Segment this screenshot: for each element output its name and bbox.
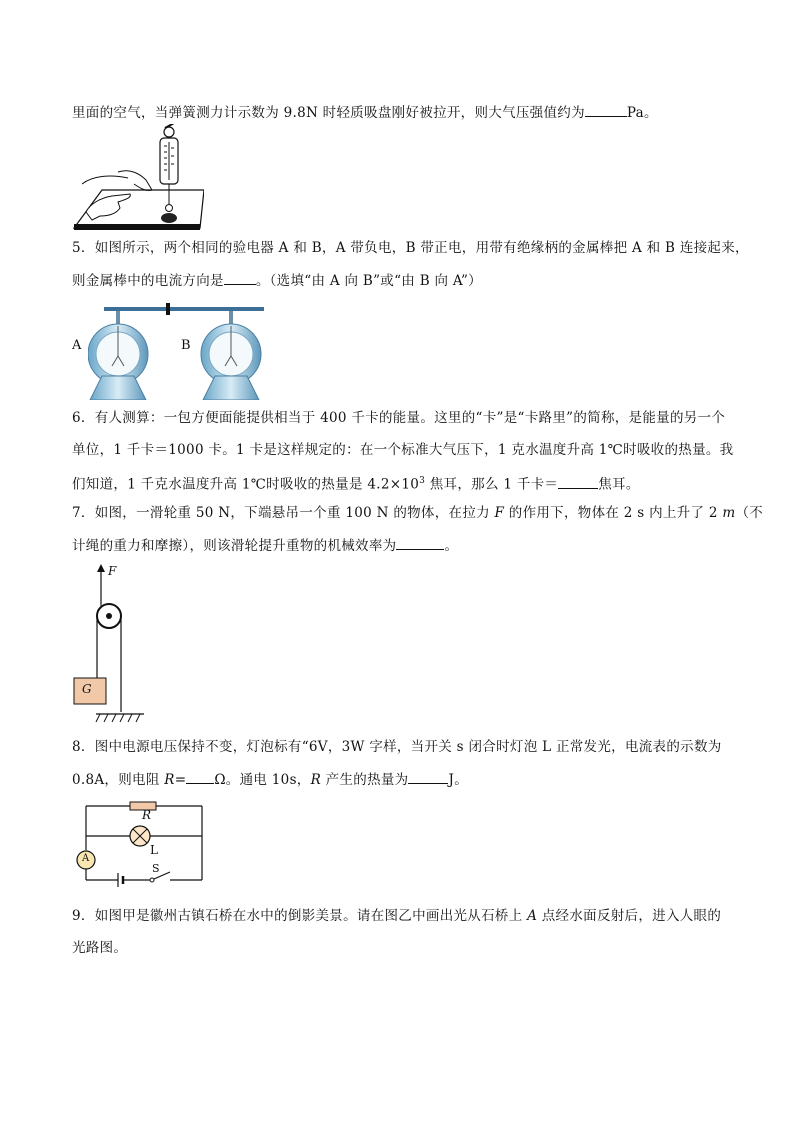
ammeter-label: A <box>82 853 90 864</box>
q6-line1 <box>72 408 725 428</box>
circuit-label-s: S <box>152 862 160 875</box>
q8-heat-blank[interactable] <box>408 769 448 784</box>
q8-line2-text-c: Ω。通电 10s， <box>214 772 311 788</box>
q4-text <box>72 102 658 123</box>
suction-cup-figure <box>72 124 204 234</box>
q5-line1 <box>72 238 749 258</box>
q6-line3-text-c: 焦耳。 <box>598 476 640 493</box>
circuit-label-r: R <box>142 808 152 822</box>
q8-resistor-symbol: R <box>164 772 175 788</box>
q8-line2 <box>72 769 468 790</box>
q6-line3 <box>72 471 640 495</box>
q7-answer-blank[interactable] <box>396 535 444 550</box>
q6-line3-text-a: 们知道，1 千克水温度升高 1℃时吸收的热量是 4.2×10 <box>72 476 420 493</box>
q8-line2-text-d: 产生的热量为 <box>321 772 409 788</box>
q8-line2-text-a: 0.8A，则电阻 <box>72 772 165 788</box>
q7-force-symbol: F <box>494 505 505 521</box>
q6-line3-text-b: 焦耳，那么 1 千卡＝ <box>425 476 559 493</box>
q7-line1-text-c: （不 <box>735 505 764 521</box>
q7-line1-text-b: 的作用下，物体在 2 s 内上升了 2 <box>504 505 723 521</box>
q6-line2-text: 单位，1 千卡＝1000 卡。1 卡是这样规定的：在一个标准大气压下，1 克水温度升高 1℃时吸收的热量。我 <box>72 442 734 458</box>
q4-answer-blank[interactable] <box>585 102 627 117</box>
electroscope-a <box>88 311 148 400</box>
q7-line2-text-a: 计绳的重力和摩擦），则该滑轮提升重物的机械效率为 <box>72 538 397 554</box>
q9-line2 <box>72 938 127 958</box>
q5-line2 <box>72 270 482 291</box>
q8-resistor-symbol-2: R <box>310 772 322 788</box>
q6-line1-text: 6．有人测算：一包方便面能提供相当于 400 千卡的能量。这里的“卡”是“卡路里”的简称，是能量的另一个 <box>72 410 726 426</box>
electroscope-label-b: B <box>181 338 191 353</box>
q6-exponent: 3 <box>419 476 426 486</box>
q9-line2-text: 光路图。 <box>72 940 128 956</box>
q8-line1-text: 8．图中电源电压保持不变，灯泡标有“6V，3W 字样，当开关 s 闭合时灯泡 L 正常发光，电流表的示数为 <box>72 739 722 755</box>
q7-line2-text-b: 。 <box>444 538 459 554</box>
q9-line1 <box>72 906 721 926</box>
q9-line1-text-b: 点经水面反射后，进入人眼的 <box>537 908 722 924</box>
q5-line1-text: 5．如图所示，两个相同的验电器 A 和 B，A 带负电，B 带正电，用带有绝缘柄的金属棒把 A 和 B 连接起来， <box>72 240 749 256</box>
q7-line2 <box>72 535 458 556</box>
q5-answer-blank[interactable] <box>224 270 256 285</box>
q8-line1 <box>72 737 722 757</box>
q6-answer-blank[interactable] <box>558 474 598 489</box>
electroscope-b <box>201 311 261 400</box>
q4-unit: Pa。 <box>626 105 658 121</box>
q7-line1-text-a: 7．如图，一滑轮重 50 N，下端悬吊一个重 100 N 的物体，在拉力 <box>72 505 495 521</box>
q7-unit-m: m <box>722 505 736 521</box>
q5-line2-text-b: 。（选填“由 A 向 B”或“由 B 向 A”） <box>255 273 482 289</box>
pulley-label-g: G <box>82 682 92 696</box>
q8-resistance-blank[interactable] <box>186 769 214 784</box>
q8-line2-text-e: J。 <box>448 772 468 788</box>
q7-line1 <box>72 503 763 523</box>
pulley-figure <box>66 562 146 726</box>
pulley-label-f: F <box>108 564 117 578</box>
q9-point-a: A <box>527 908 538 924</box>
q8-equals: = <box>174 772 187 788</box>
q6-line2 <box>72 440 733 460</box>
circuit-figure <box>74 798 208 888</box>
circuit-label-l: L <box>150 843 158 857</box>
electroscope-label-a: A <box>72 338 82 353</box>
electroscopes-figure <box>88 300 276 400</box>
q5-line2-text-a: 则金属棒中的电流方向是 <box>72 273 224 289</box>
q4-text-body: 里面的空气，当弹簧测力计示数为 9.8N 时轻质吸盘刚好被拉开，则大气压强值约为 <box>72 105 585 121</box>
q9-line1-text-a: 9．如图甲是徽州古镇石桥在水中的倒影美景。请在图乙中画出光从石桥上 <box>72 908 528 924</box>
